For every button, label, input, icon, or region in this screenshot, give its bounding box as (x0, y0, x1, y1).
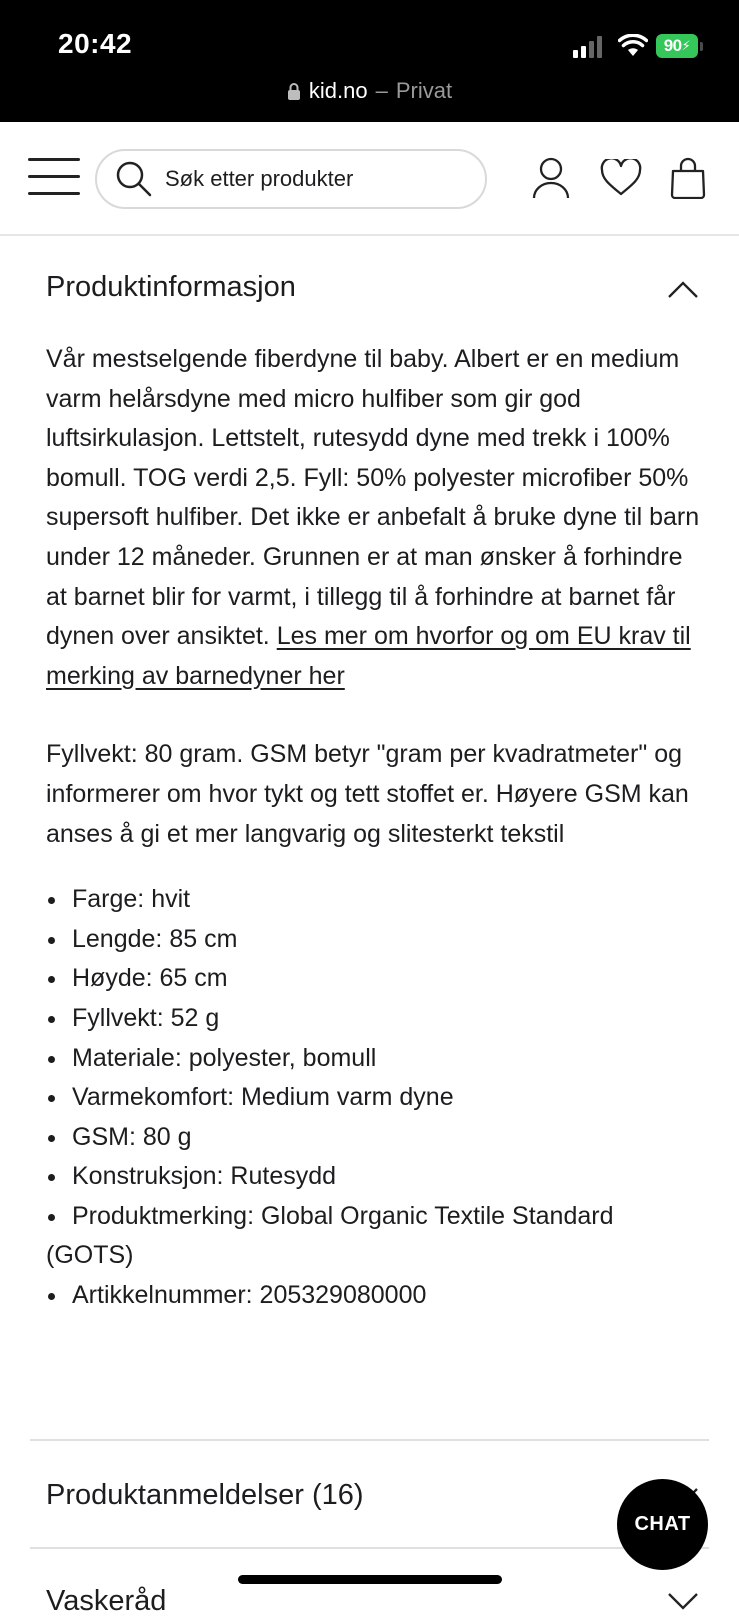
battery-tip (700, 42, 703, 51)
spec-item: Fyllvekt: 52 g (46, 999, 706, 1039)
spec-item: GSM: 80 g (46, 1118, 706, 1158)
search-icon[interactable] (115, 160, 153, 198)
battery-level: 90 (663, 36, 682, 55)
section-divider (30, 1439, 709, 1441)
url-domain: kid.no (308, 78, 368, 103)
chat-label: CHAT (634, 1513, 691, 1535)
url-separator: – (375, 78, 388, 103)
fill-weight-paragraph: Fyllvekt: 80 gram. GSM betyr "gram per kvadratmeter" og informerer om hvor tykt og tett stoffet er. Høyere GSM kan anses å gi et mer langvarig og slitesterkt tekstil (46, 740, 689, 848)
spec-item: Lengde: 85 cm (46, 920, 706, 960)
wifi-icon (618, 34, 648, 58)
spec-item: Farge: hvit (46, 880, 706, 920)
reviews-title[interactable]: Produktanmeldelser (16) (46, 1479, 364, 1511)
site-header (0, 122, 739, 236)
care-title[interactable]: Vaskeråd (46, 1585, 167, 1617)
spec-item: Høyde: 65 cm (46, 959, 706, 999)
url-bar[interactable] (0, 78, 739, 104)
home-indicator (238, 1575, 502, 1584)
chat-button[interactable] (617, 1479, 708, 1570)
eu-requirements-link[interactable]: Les mer om hvorfor og om EU krav til merking av barnedyner her (46, 622, 691, 690)
search-box[interactable] (95, 149, 487, 209)
user-icon[interactable] (532, 157, 570, 199)
description-paragraph (46, 340, 706, 696)
status-bar (0, 0, 739, 122)
hamburger-menu-icon[interactable] (28, 158, 80, 196)
product-description (46, 340, 706, 1316)
lock-icon (287, 82, 301, 100)
spec-item: Artikkelnummer: 205329080000 (46, 1276, 706, 1316)
search-input[interactable] (163, 165, 467, 193)
spec-item: Materiale: polyester, bomull (46, 1039, 706, 1079)
spec-list (46, 880, 706, 1316)
battery-indicator (656, 34, 698, 58)
charging-icon: ⚡ (681, 38, 691, 53)
section-divider (30, 1547, 709, 1549)
browser-mode: Privat (395, 78, 453, 103)
shopping-bag-icon[interactable] (670, 157, 706, 199)
spec-item: Produktmerking: Global Organic Textile Standard (GOTS) (46, 1197, 706, 1276)
chevron-down-icon[interactable] (667, 1592, 699, 1612)
chevron-up-icon[interactable] (667, 279, 699, 299)
heart-icon[interactable] (600, 159, 642, 197)
status-time: 20:42 (58, 28, 133, 59)
signal-icon (573, 36, 605, 58)
product-info-title[interactable]: Produktinformasjon (46, 271, 296, 303)
description-text: Vår mestselgende fiberdyne til baby. Albert er en medium varm helårsdyne med micro hulfiber som gir god luftsirkulasjon. Lettstelt, rutesydd dyne med trekk i 100% bomull. TOG verdi 2,5. Fyll: 50% polyester microfiber 50% supersoft hulfiber. Det ikke er anbefalt å bruke dyne til barn under 12 måneder. Grunnen er at man ønsker å forhindre at barnet blir for varmt, i tillegg til å forhindre at barnet får dynen over ansiktet. (46, 345, 700, 651)
spec-item: Konstruksjon: Rutesydd (46, 1157, 706, 1197)
spec-item: Varmekomfort: Medium varm dyne (46, 1078, 706, 1118)
